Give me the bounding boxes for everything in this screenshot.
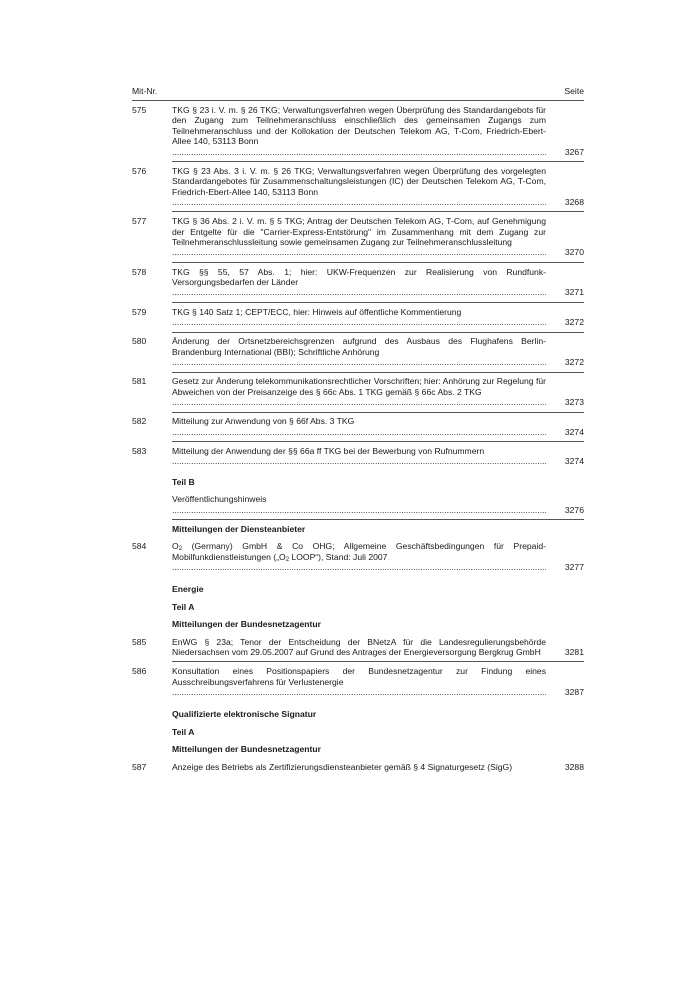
entry-number: 577 (132, 216, 147, 227)
entry-number: 586 (132, 666, 147, 677)
subheading-teil-a: Teil A (172, 601, 195, 612)
entry-page: 3271 (564, 287, 584, 298)
section-heading-energie: Energie (172, 584, 204, 595)
entry-number: 580 (132, 336, 147, 347)
toc-entry-578 (132, 267, 584, 298)
entry-text: TKG §§ 55, 57 Abs. 1; hier: UKW-Frequenzen zur Realisierung von Rundfunk-Versorgungsbedarfen der Länder (172, 266, 546, 288)
entry-number: 576 (132, 165, 147, 176)
entry-number: 579 (132, 306, 147, 317)
subheading-bundesnetzagentur: Mitteilungen der Bundesnetzagentur (172, 619, 321, 630)
entry-text: Änderung der Ortsnetzbereichsgrenzen aufgrund des Ausbaus des Flughafens Berlin-Brandenburg International (BBI); Schriftliche Anhörung (172, 336, 546, 357)
entry-number: 587 (132, 761, 147, 772)
entry-page: 3277 (564, 561, 584, 572)
seite-label: Seite (564, 86, 584, 96)
entry-page: 3273 (564, 397, 584, 408)
entry-number: 584 (132, 541, 147, 552)
mitnr-label: Mit-Nr. (132, 86, 158, 96)
entry-text: Gesetz zur Änderung telekommunikationsrechtlicher Vorschriften; hier: Anhörung zur Regelung für Abweichen von der Preisanzeige des § 66c Abs. 1 TKG gemäß § 66c Abs. 2 TKG (172, 376, 546, 397)
entry-number: 578 (132, 266, 147, 277)
section-heading-signatur: Qualifizierte elektronische Signatur (172, 709, 317, 720)
entry-number: 582 (132, 416, 147, 427)
entry-text: Anzeige des Betriebs als Zertifizierungsdiensteanbieter gemäß § 4 Signaturgesetz (SigG) (172, 761, 513, 772)
entry-number: 583 (132, 445, 147, 456)
entry-page: 3274 (564, 426, 584, 437)
section-heading-teil-b: Teil B (172, 476, 195, 487)
toc-entry-581 (132, 376, 584, 407)
entry-page: 3276 (564, 504, 584, 515)
header-rule (132, 100, 584, 101)
toc-entry-veroeffentlichungshinweis (132, 494, 584, 515)
toc-entry-576 (132, 166, 584, 208)
toc-entry-582 (132, 416, 584, 437)
subheading-diensteanbieter: Mitteilungen der Diensteanbieter (172, 523, 306, 534)
entry-text: TKG § 36 Abs. 2 i. V. m. § 5 TKG; Antrag der Deutschen Telekom AG, T-Com, auf Genehmigung der Entgelte für die "Carrier-Express-Entstörung" im Zusammenhang mit dem Zugang zur Teilnehmeranschlussleitung sowie gemeinsamen Zugang zur Teilnehmeranschlussleitung (172, 216, 546, 248)
entry-number: 581 (132, 376, 147, 387)
toc-entry-585 (132, 637, 584, 658)
entry-page: 3270 (564, 247, 584, 258)
toc-entry-575 (132, 105, 584, 157)
entry-page: 3288 (564, 761, 584, 772)
entry-page: 3272 (564, 317, 584, 328)
toc-entry-580 (132, 336, 584, 367)
entry-text: $O_2$ (Germany) GmbH & Co OHG; Allgemeine Geschäftsbedingungen für Prepaid-Mobilfunkdienstleistungen ($„O_2$ LOOP“), Stand: Juli 2007 (172, 541, 546, 563)
toc-entry-587 (132, 762, 584, 772)
toc-page (132, 86, 584, 776)
entry-page: 3268 (564, 197, 584, 208)
entry-page: 3281 (564, 647, 584, 658)
toc-entry-584 (132, 541, 584, 572)
entry-text: TKG § 140 Satz 1; CEPT/ECC, hier: Hinweis auf öffentliche Kommentierung (172, 306, 462, 317)
toc-header (132, 86, 584, 100)
toc-entry-579 (132, 307, 584, 328)
entry-page: 3287 (564, 687, 584, 698)
toc-entry-583 (132, 446, 584, 467)
entry-number: 585 (132, 636, 147, 647)
toc-entry-577 (132, 216, 584, 258)
entry-page: 3274 (564, 456, 584, 467)
entry-text: Konsultation eines Positionspapiers der Bundesnetzagentur zur Findung eines Ausschreibungsverfahrens für Verlustenergie (172, 666, 546, 687)
entry-text: Veröffentlichungshinweis (172, 494, 267, 505)
entry-text: Mitteilung der Anwendung der §§ 66a ff TKG bei der Bewerbung von Rufnummern (172, 445, 485, 456)
entry-number: 575 (132, 105, 147, 115)
entry-text: Mitteilung zur Anwendung von § 66f Abs. 3 TKG (172, 416, 355, 427)
subheading-teil-a: Teil A (172, 726, 195, 737)
entry-text: TKG § 23 i. V. m. § 26 TKG; Verwaltungsverfahren wegen Überprüfung des Standardangebots für den Zugang zum Teilnehmeranschluss einschließlich des gemeinsamen Zugangs zum Teilnehmeranschluss und der Kollokation der Deutschen Telekom AG, T-Com, Friedrich-Ebert-Allee 140, 53113 Bonn (172, 105, 546, 147)
entry-page: 3267 (564, 146, 584, 157)
entry-page: 3272 (564, 357, 584, 368)
entry-text: EnWG § 23a; Tenor der Entscheidung der BNetzA für die Landesregulierungsbehörde Niedersachsen vom 29.05.2007 auf Grund des Antrages der Energieversorgung Bergkrug GmbH (172, 636, 546, 658)
subheading-bundesnetzagentur: Mitteilungen der Bundesnetzagentur (172, 744, 321, 755)
toc-entry-586 (132, 666, 584, 697)
entry-text: TKG § 23 Abs. 3 i. V. m. § 26 TKG; Verwaltungsverfahren wegen Überprüfung des vorgelegten Standardangebotes für Zusammenschaltungsleistungen (IC) der Deutschen Telekom AG, T-Com, Friedrich-Ebert-Allee 140, 53113 Bonn (172, 165, 546, 197)
